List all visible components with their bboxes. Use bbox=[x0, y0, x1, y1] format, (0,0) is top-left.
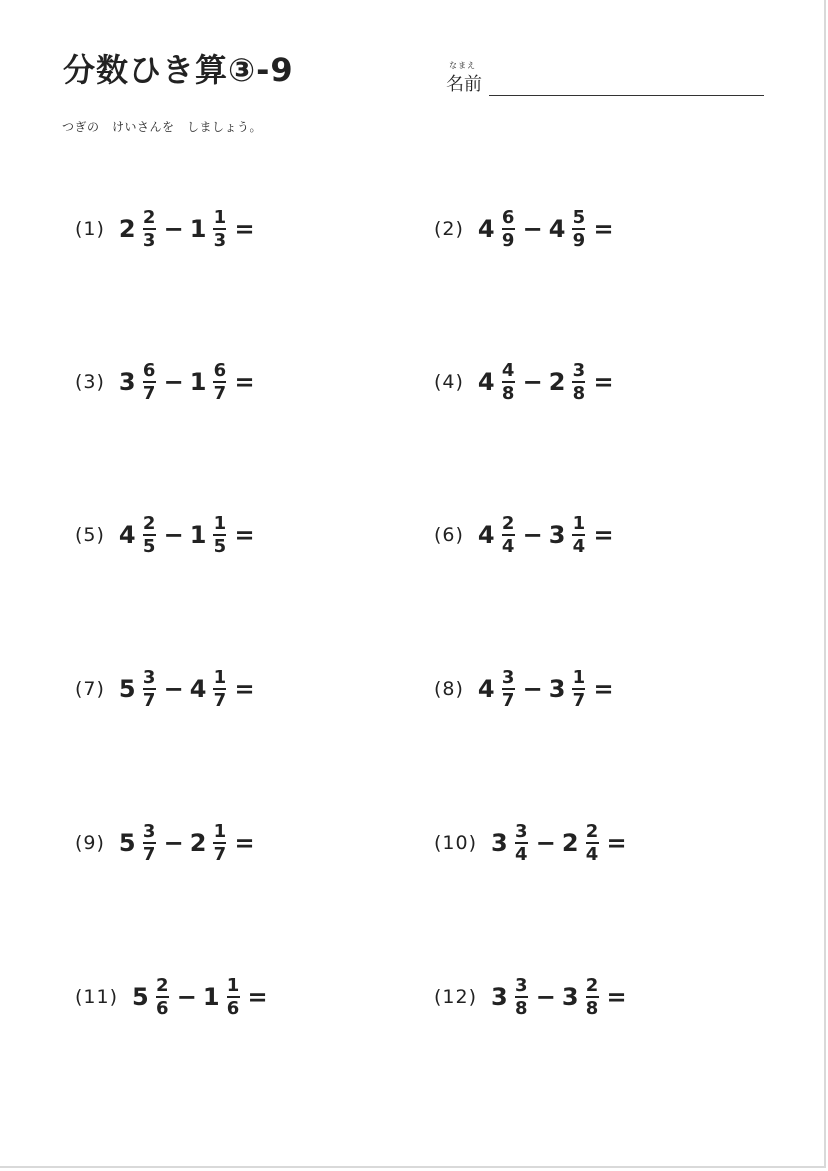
first-denominator: 8 bbox=[514, 998, 528, 1019]
name-label: 名前 bbox=[446, 74, 482, 95]
minus-operator: − bbox=[522, 368, 543, 396]
problem-item bbox=[434, 967, 627, 1027]
second-fraction bbox=[227, 976, 240, 1018]
equals-sign: = bbox=[593, 521, 614, 549]
first-fraction bbox=[515, 976, 528, 1018]
first-numerator: 2 bbox=[501, 513, 515, 534]
second-whole-number: 1 bbox=[189, 368, 207, 396]
problem-item bbox=[434, 505, 614, 565]
equals-sign: = bbox=[606, 829, 627, 857]
problem-item bbox=[434, 659, 614, 719]
problem-number: (4) bbox=[434, 371, 464, 393]
second-whole-number: 3 bbox=[561, 983, 579, 1011]
second-fraction bbox=[213, 514, 226, 556]
equals-sign: = bbox=[234, 829, 255, 857]
equals-sign: = bbox=[593, 215, 614, 243]
second-whole-number: 1 bbox=[202, 983, 220, 1011]
first-whole-number: 5 bbox=[118, 675, 136, 703]
first-fraction bbox=[515, 822, 528, 864]
equals-sign: = bbox=[593, 675, 614, 703]
first-whole-number: 5 bbox=[132, 983, 149, 1011]
problem-item bbox=[75, 659, 255, 719]
first-whole-number: 5 bbox=[118, 829, 136, 857]
first-fraction bbox=[143, 361, 156, 403]
first-fraction bbox=[502, 514, 515, 556]
first-numerator: 2 bbox=[142, 513, 156, 534]
second-denominator: 7 bbox=[213, 844, 227, 865]
problem-item bbox=[75, 199, 255, 259]
first-numerator: 3 bbox=[501, 667, 515, 688]
first-numerator: 3 bbox=[514, 821, 528, 842]
equals-sign: = bbox=[234, 521, 255, 549]
second-denominator: 9 bbox=[572, 230, 586, 251]
problem-number: (10) bbox=[434, 832, 478, 854]
problem-number: (11) bbox=[75, 986, 119, 1008]
second-whole-number: 1 bbox=[189, 215, 207, 243]
second-fraction bbox=[586, 976, 599, 1018]
second-fraction bbox=[572, 514, 585, 556]
second-numerator: 1 bbox=[213, 667, 227, 688]
minus-operator: − bbox=[535, 829, 556, 857]
first-numerator: 6 bbox=[501, 207, 515, 228]
minus-operator: − bbox=[163, 829, 184, 857]
problem-item bbox=[75, 967, 268, 1027]
instructions: つぎの けいさんを しましょう。 bbox=[62, 120, 263, 134]
problem-item bbox=[434, 813, 627, 873]
minus-operator: − bbox=[163, 368, 184, 396]
equals-sign: = bbox=[234, 675, 255, 703]
problem-item bbox=[75, 813, 255, 873]
first-denominator: 4 bbox=[514, 844, 528, 865]
first-fraction bbox=[502, 361, 515, 403]
second-numerator: 6 bbox=[213, 360, 227, 381]
first-numerator: 3 bbox=[142, 667, 156, 688]
second-whole-number: 2 bbox=[561, 829, 579, 857]
minus-operator: − bbox=[522, 521, 543, 549]
second-whole-number: 4 bbox=[548, 215, 566, 243]
problem-item bbox=[75, 505, 255, 565]
page-title: 分数ひき算③-9 bbox=[63, 51, 294, 89]
first-denominator: 7 bbox=[142, 690, 156, 711]
first-fraction bbox=[502, 208, 515, 250]
problem-item bbox=[434, 352, 614, 412]
minus-operator: − bbox=[163, 521, 184, 549]
problem-number: (3) bbox=[75, 371, 105, 393]
second-denominator: 7 bbox=[213, 383, 227, 404]
first-whole-number: 3 bbox=[491, 983, 508, 1011]
second-numerator: 2 bbox=[585, 975, 599, 996]
problem-number: (12) bbox=[434, 986, 478, 1008]
second-whole-number: 3 bbox=[548, 675, 566, 703]
second-denominator: 8 bbox=[585, 998, 599, 1019]
first-denominator: 9 bbox=[501, 230, 515, 251]
minus-operator: − bbox=[176, 983, 197, 1011]
minus-operator: − bbox=[163, 215, 184, 243]
first-whole-number: 3 bbox=[491, 829, 508, 857]
first-fraction bbox=[143, 514, 156, 556]
equals-sign: = bbox=[247, 983, 268, 1011]
first-numerator: 3 bbox=[142, 821, 156, 842]
first-numerator: 2 bbox=[142, 207, 156, 228]
first-numerator: 4 bbox=[501, 360, 515, 381]
second-numerator: 1 bbox=[213, 513, 227, 534]
first-whole-number: 4 bbox=[477, 521, 495, 549]
first-fraction bbox=[502, 668, 515, 710]
second-denominator: 3 bbox=[213, 230, 227, 251]
second-denominator: 7 bbox=[213, 690, 227, 711]
first-numerator: 3 bbox=[514, 975, 528, 996]
second-fraction bbox=[213, 822, 226, 864]
second-fraction bbox=[572, 361, 585, 403]
minus-operator: − bbox=[163, 675, 184, 703]
second-fraction bbox=[213, 208, 226, 250]
second-denominator: 7 bbox=[572, 690, 586, 711]
second-fraction bbox=[572, 668, 585, 710]
first-whole-number: 2 bbox=[118, 215, 136, 243]
first-whole-number: 4 bbox=[477, 675, 495, 703]
second-fraction bbox=[586, 822, 599, 864]
problem-number: (5) bbox=[75, 524, 105, 546]
second-whole-number: 1 bbox=[189, 521, 207, 549]
problem-number: (6) bbox=[434, 524, 464, 546]
first-denominator: 8 bbox=[501, 383, 515, 404]
second-numerator: 1 bbox=[572, 667, 586, 688]
second-whole-number: 3 bbox=[548, 521, 566, 549]
second-whole-number: 4 bbox=[189, 675, 207, 703]
second-denominator: 4 bbox=[585, 844, 599, 865]
first-denominator: 6 bbox=[155, 998, 169, 1019]
second-numerator: 1 bbox=[572, 513, 586, 534]
second-numerator: 1 bbox=[213, 207, 227, 228]
name-ruby: なまえ bbox=[449, 61, 476, 70]
second-numerator: 1 bbox=[213, 821, 227, 842]
minus-operator: − bbox=[522, 215, 543, 243]
second-denominator: 8 bbox=[572, 383, 586, 404]
problem-item bbox=[434, 199, 614, 259]
second-numerator: 2 bbox=[585, 821, 599, 842]
minus-operator: − bbox=[522, 675, 543, 703]
second-numerator: 1 bbox=[226, 975, 240, 996]
first-fraction bbox=[143, 208, 156, 250]
first-whole-number: 4 bbox=[477, 368, 495, 396]
second-fraction bbox=[572, 208, 585, 250]
first-denominator: 5 bbox=[142, 536, 156, 557]
second-fraction bbox=[213, 361, 226, 403]
second-numerator: 5 bbox=[572, 207, 586, 228]
second-denominator: 4 bbox=[572, 536, 586, 557]
problem-number: (2) bbox=[434, 218, 464, 240]
problem-number: (8) bbox=[434, 678, 464, 700]
first-denominator: 7 bbox=[142, 383, 156, 404]
first-fraction bbox=[156, 976, 169, 1018]
second-denominator: 6 bbox=[226, 998, 240, 1019]
first-denominator: 3 bbox=[142, 230, 156, 251]
first-numerator: 6 bbox=[142, 360, 156, 381]
second-fraction bbox=[213, 668, 226, 710]
problem-number: (1) bbox=[75, 218, 105, 240]
first-whole-number: 4 bbox=[118, 521, 136, 549]
problem-number: (7) bbox=[75, 678, 105, 700]
minus-operator: − bbox=[535, 983, 556, 1011]
first-denominator: 7 bbox=[501, 690, 515, 711]
second-denominator: 5 bbox=[213, 536, 227, 557]
equals-sign: = bbox=[593, 368, 614, 396]
first-whole-number: 3 bbox=[118, 368, 136, 396]
equals-sign: = bbox=[234, 368, 255, 396]
second-whole-number: 2 bbox=[189, 829, 207, 857]
first-denominator: 4 bbox=[501, 536, 515, 557]
first-denominator: 7 bbox=[142, 844, 156, 865]
first-numerator: 2 bbox=[155, 975, 169, 996]
second-whole-number: 2 bbox=[548, 368, 566, 396]
equals-sign: = bbox=[234, 215, 255, 243]
equals-sign: = bbox=[606, 983, 627, 1011]
problem-number: (9) bbox=[75, 832, 105, 854]
first-whole-number: 4 bbox=[477, 215, 495, 243]
second-numerator: 3 bbox=[572, 360, 586, 381]
first-fraction bbox=[143, 822, 156, 864]
first-fraction bbox=[143, 668, 156, 710]
problem-item bbox=[75, 352, 255, 412]
